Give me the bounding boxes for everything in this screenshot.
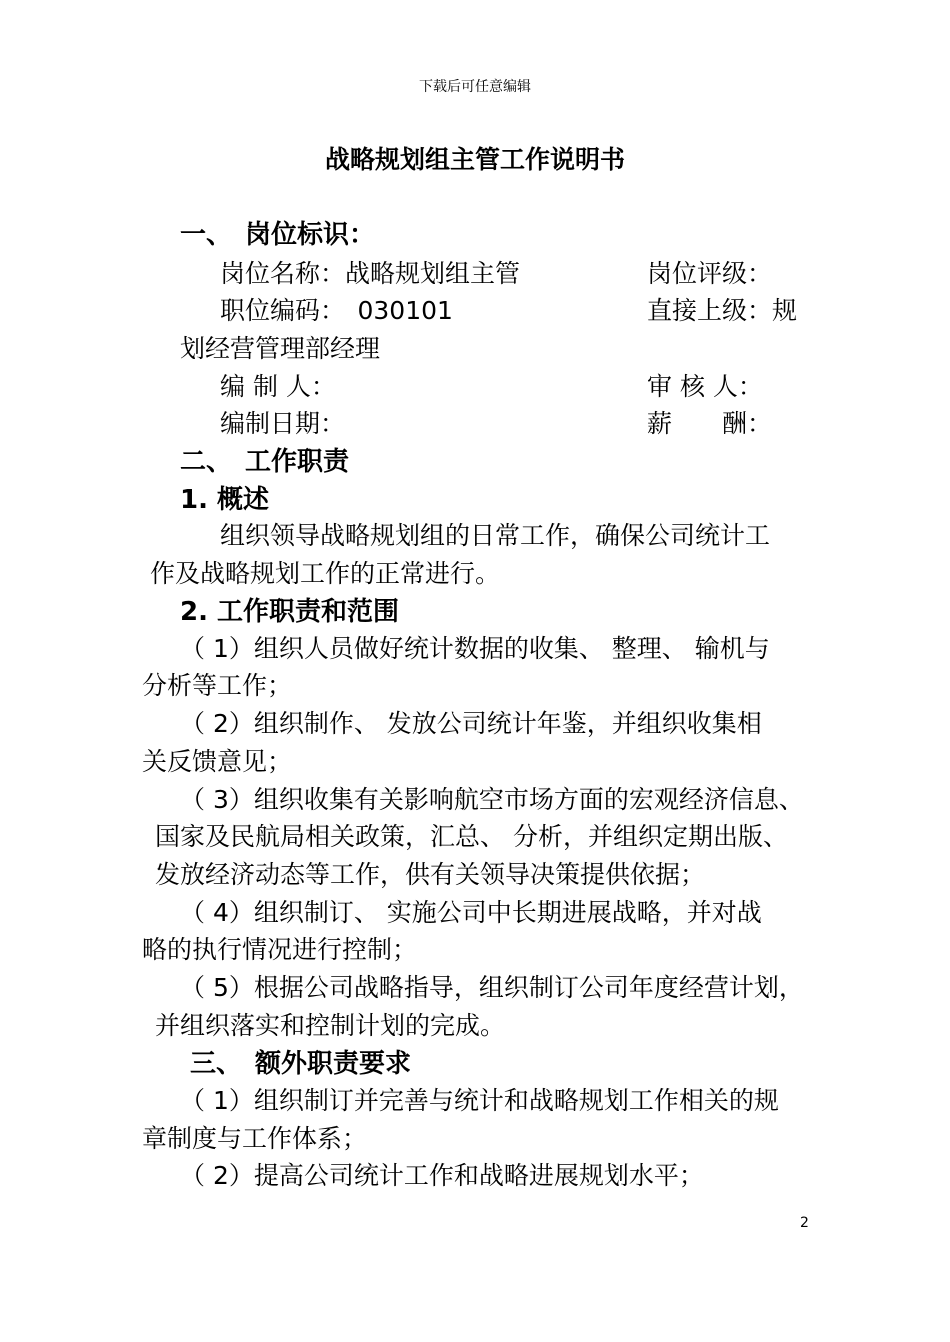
overview-line: 作及战略规划工作的正常进行。: [150, 559, 501, 588]
section3-heading: 三、 额外职责要求: [190, 1049, 412, 1079]
section2-heading: 二、 工作职责: [180, 447, 350, 477]
overview-line: 组织领导战略规划组的日常工作，确保公司统计工: [220, 521, 771, 550]
duty-line: 关反馈意见；: [142, 747, 293, 776]
page-number: 2: [800, 1215, 809, 1231]
page-header: 下载后可任意编辑: [419, 79, 531, 95]
field-author: 编 制 人：: [220, 372, 336, 401]
duty-line: （ 3）组织收集有关影响航空市场方面的宏观经济信息、: [180, 785, 804, 814]
duty-line: （ 4）组织制订、 实施公司中长期进展战略，并对战: [180, 898, 762, 927]
field-post-code: 职位编码： 030101: [220, 296, 453, 325]
field-post-name: 岗位名称：战略规划组主管: [220, 259, 521, 288]
scope-heading: 2. 工作职责和范围: [180, 597, 400, 627]
extra-duty-line: 章制度与工作体系；: [142, 1124, 368, 1153]
duty-line: （ 5）根据公司战略指导，组织制订公司年度经营计划，: [180, 973, 804, 1002]
duty-line: 国家及民航局相关政策，汇总、 分析，并组织定期出版、: [155, 822, 788, 851]
field-salary: 薪 酬：: [647, 409, 773, 438]
document-title: 战略规划组主管工作说明书: [324, 145, 625, 174]
overview-heading: 1. 概述: [180, 485, 270, 515]
duty-line: 略的执行情况进行控制；: [142, 935, 418, 964]
extra-duty-line: （ 1）组织制订并完善与统计和战略规划工作相关的规: [180, 1086, 779, 1115]
field-date: 编制日期：: [220, 409, 346, 438]
section1-heading: 一、 岗位标识：: [180, 220, 376, 250]
field-post-grade: 岗位评级：: [647, 259, 773, 288]
field-reviewer: 审 核 人：: [647, 372, 763, 401]
duty-line: 分析等工作；: [142, 671, 293, 700]
field-superior-continued: 划经营管理部经理: [180, 334, 381, 363]
duty-line: 并组织落实和控制计划的完成。: [155, 1011, 506, 1040]
duty-line: （ 1）组织人员做好统计数据的收集、 整理、 输机与: [180, 634, 770, 663]
duty-line: （ 2）组织制作、 发放公司统计年鉴，并组织收集相: [180, 709, 762, 738]
duty-line: 发放经济动态等工作，供有关领导决策提供依据；: [155, 860, 706, 889]
field-superior: 直接上级：规: [647, 296, 798, 325]
extra-duty-line: （ 2）提高公司统计工作和战略进展规划水平；: [180, 1161, 704, 1190]
